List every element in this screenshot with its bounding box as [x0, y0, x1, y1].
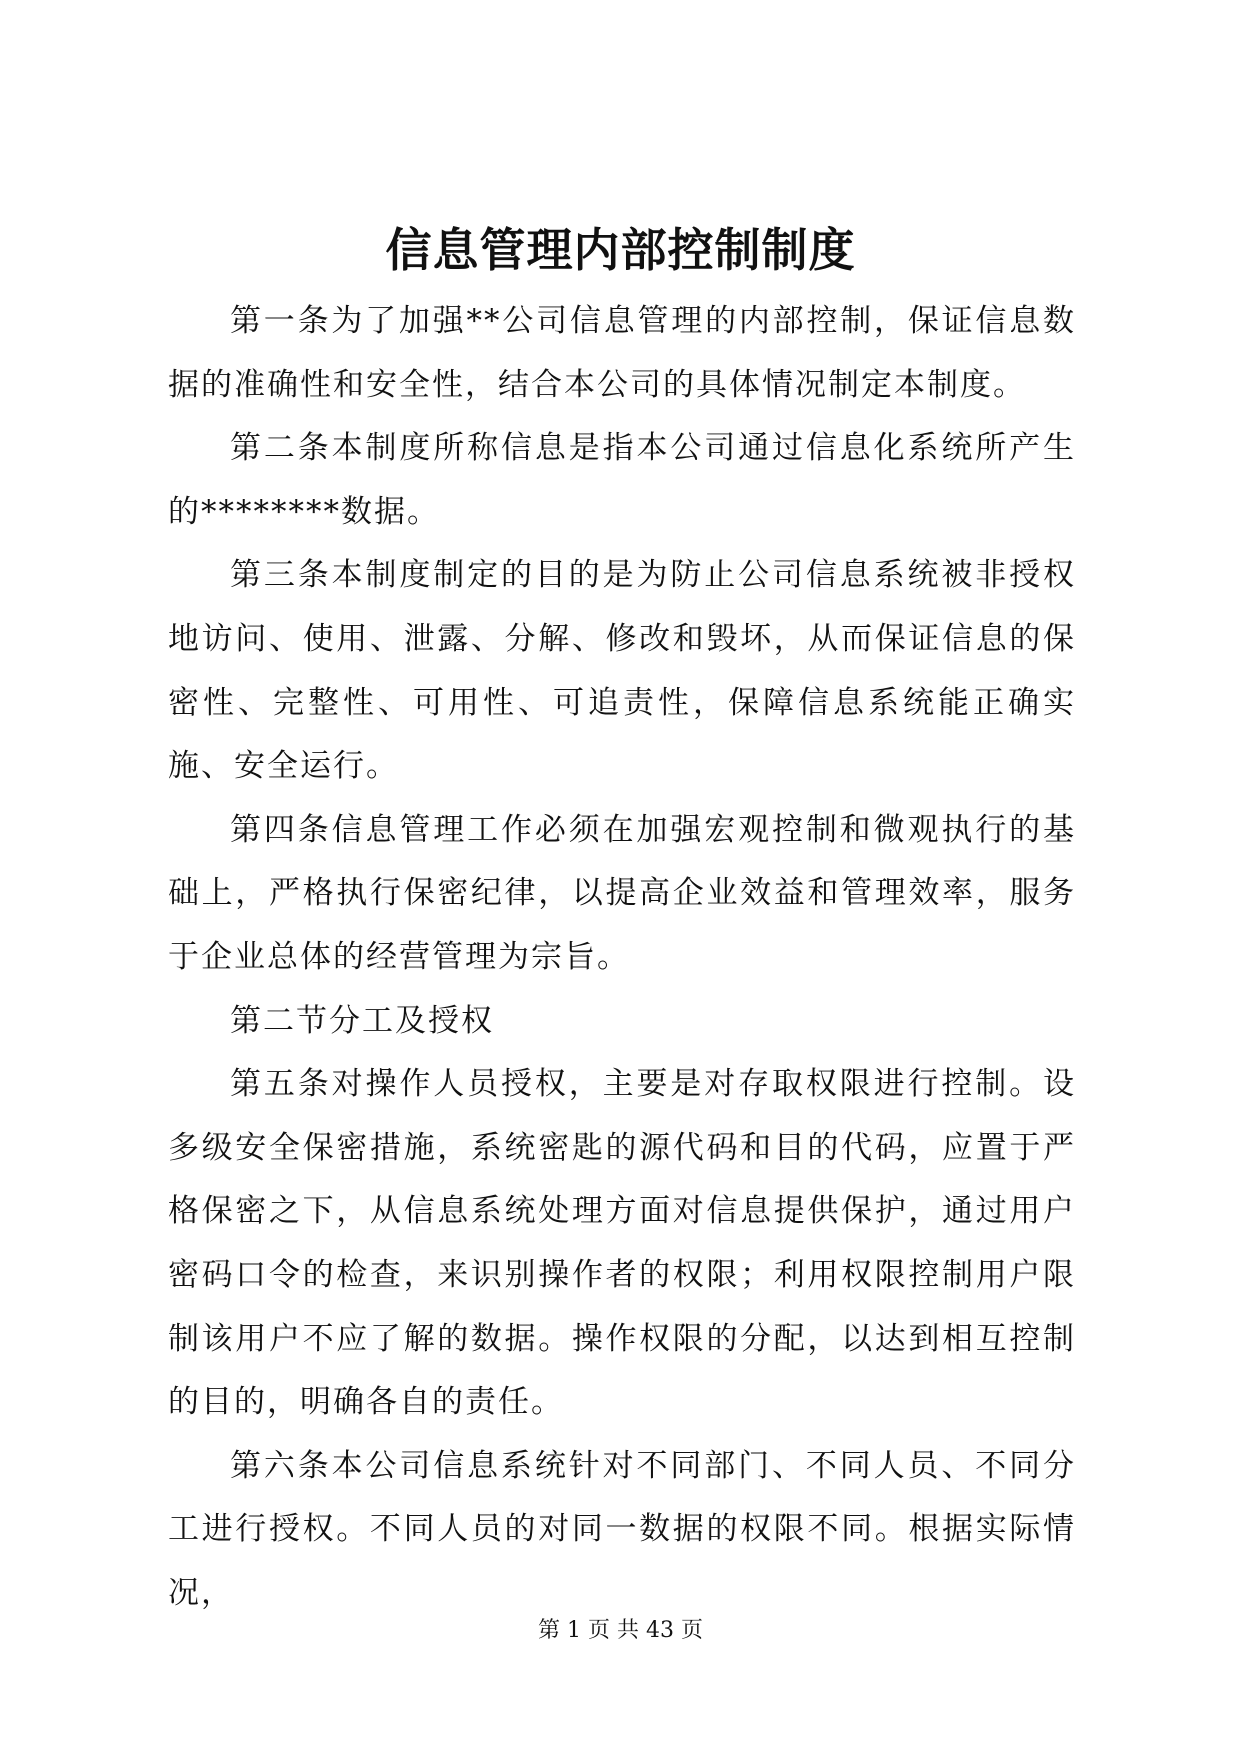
- paragraph-5: 第五条对操作人员授权，主要是对存取权限进行控制。设多级安全保密措施，系统密匙的源代码和目的代码，应置于严格保密之下，从信息系统处理方面对信息提供保护，通过用户密码口令的检查，来识别操作者的权限；利用权限控制用户限制该用户不应了解的数据。操作权限的分配，以达到相互控制的目的，明确各自的责任。: [168, 1066, 1076, 1421]
- section-heading: 第二节分工及授权: [230, 1002, 494, 1039]
- document-body: [168, 290, 1076, 1625]
- paragraph-1: 第一条为了加强**公司信息管理的内部控制，保证信息数据的准确性和安全性，结合本公司的具体情况制定本制度。: [168, 303, 1076, 403]
- paragraph-6: 第六条本公司信息系统针对不同部门、不同人员、不同分工进行授权。不同人员的对同一数据的权限不同。根据实际情况，: [168, 1447, 1076, 1611]
- page-footer: 第 1 页 共 43 页: [538, 1618, 703, 1643]
- paragraph-2: 第二条本制度所称信息是指本公司通过信息化系统所产生的********数据。: [168, 430, 1076, 530]
- paragraph-3: 第三条本制度制定的目的是为防止公司信息系统被非授权地访问、使用、泄露、分解、修改和毁坏，从而保证信息的保密性、完整性、可用性、可追责性，保障信息系统能正确实施、安全运行。: [168, 557, 1076, 785]
- page-title: 信息管理内部控制制度: [385, 223, 856, 277]
- paragraph-4: 第四条信息管理工作必须在加强宏观控制和微观执行的基础上，严格执行保密纪律，以提高企业效益和管理效率，服务于企业总体的经营管理为宗旨。: [168, 811, 1076, 975]
